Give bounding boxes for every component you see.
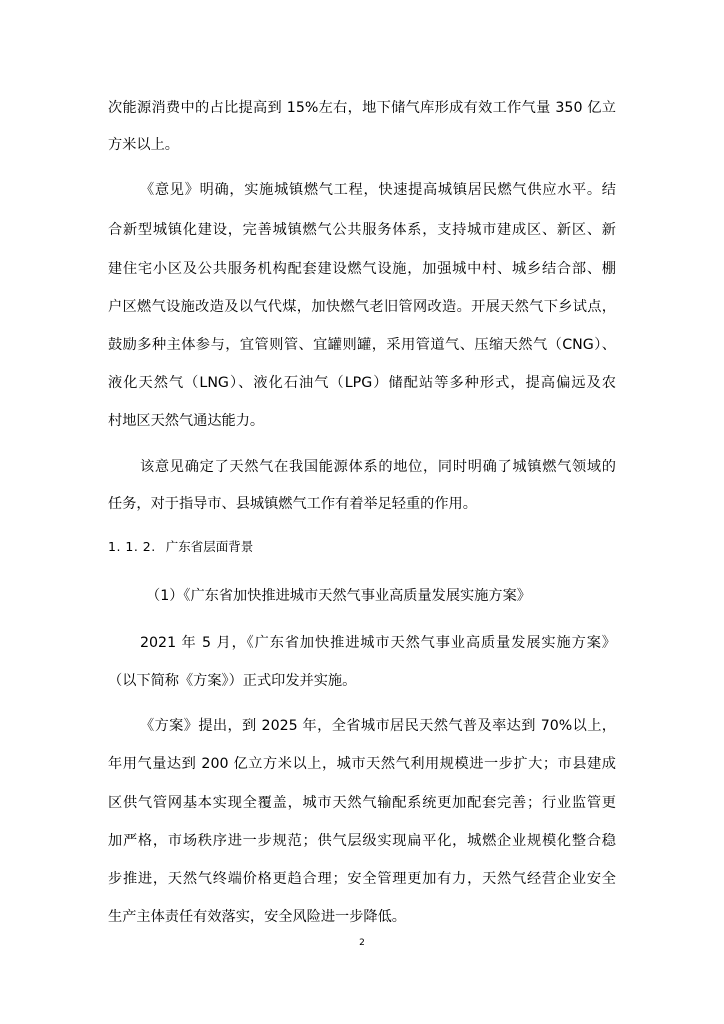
paragraph-line: 生产主体责任有效落实，安全风险进一步降低。 (108, 909, 406, 925)
paragraph-line: 年用气量达到 200 亿立方米以上，城市天然气利用规模进一步扩大；市县建成 (108, 756, 616, 772)
paragraph-line: 建住宅小区及公共服务机构配套建设燃气设施，加强城中村、城乡结合部、棚 (108, 261, 616, 277)
paragraph-line: 任务，对于指导市、县城镇燃气工作有着举足轻重的作用。 (108, 496, 477, 512)
paragraph-line: 加严格，市场秩序进一步规范；供气层级实现扁平化，城燃企业规模化整合稳 (108, 833, 616, 849)
paragraph-line: 户区燃气设施改造及以气代煤，加快燃气老旧管网改造。开展天然气下乡试点， (108, 299, 616, 315)
paragraph-line: 合新型城镇化建设，完善城镇燃气公共服务体系，支持城市建成区、新区、新 (108, 222, 616, 238)
section-title: 广东省层面背景 (165, 539, 254, 554)
page-number: 2 (359, 938, 365, 948)
paragraph-line: 《方案》提出，到 2025 年，全省城市居民天然气普及率达到 70%以上， (140, 718, 616, 734)
subheading: （1）《广东省加快推进城市天然气事业高质量发展实施方案》 (146, 588, 531, 604)
paragraph-line: 方米以上。 (108, 137, 179, 153)
paragraph-line: （以下简称《方案》）正式印发并实施。 (108, 673, 357, 689)
paragraph-line: 鼓励多种主体参与，宜管则管、宜罐则罐，采用管道气、压缩天然气（CNG）、 (108, 337, 616, 353)
section-number: 1. 1. 2. (108, 539, 156, 554)
paragraph-line: 2021 年 5 月，《广东省加快推进城市天然气事业高质量发展实施方案》 (140, 635, 616, 651)
paragraph-line: 液化天然气（LNG）、液化石油气（LPG）储配站等多种形式，提高偏远及农 (108, 375, 616, 391)
paragraph-line: 村地区天然气通达能力。 (108, 413, 265, 429)
section-heading (108, 538, 253, 556)
paragraph-line: 步推进，天然气终端价格更趋合理；安全管理更加有力，天然气经营企业安全 (108, 871, 616, 887)
paragraph-line: 区供气管网基本实现全覆盖，城市天然气输配系统更加配套完善；行业监管更 (108, 795, 616, 811)
paragraph-line: 次能源消费中的占比提高到 15%左右，地下储气库形成有效工作气量 350 亿立 (108, 100, 616, 116)
paragraph-line: 该意见确定了天然气在我国能源体系的地位，同时明确了城镇燃气领域的 (140, 459, 616, 475)
paragraph-line: 《意见》明确，实施城镇燃气工程，快速提高城镇居民燃气供应水平。结 (140, 182, 616, 198)
